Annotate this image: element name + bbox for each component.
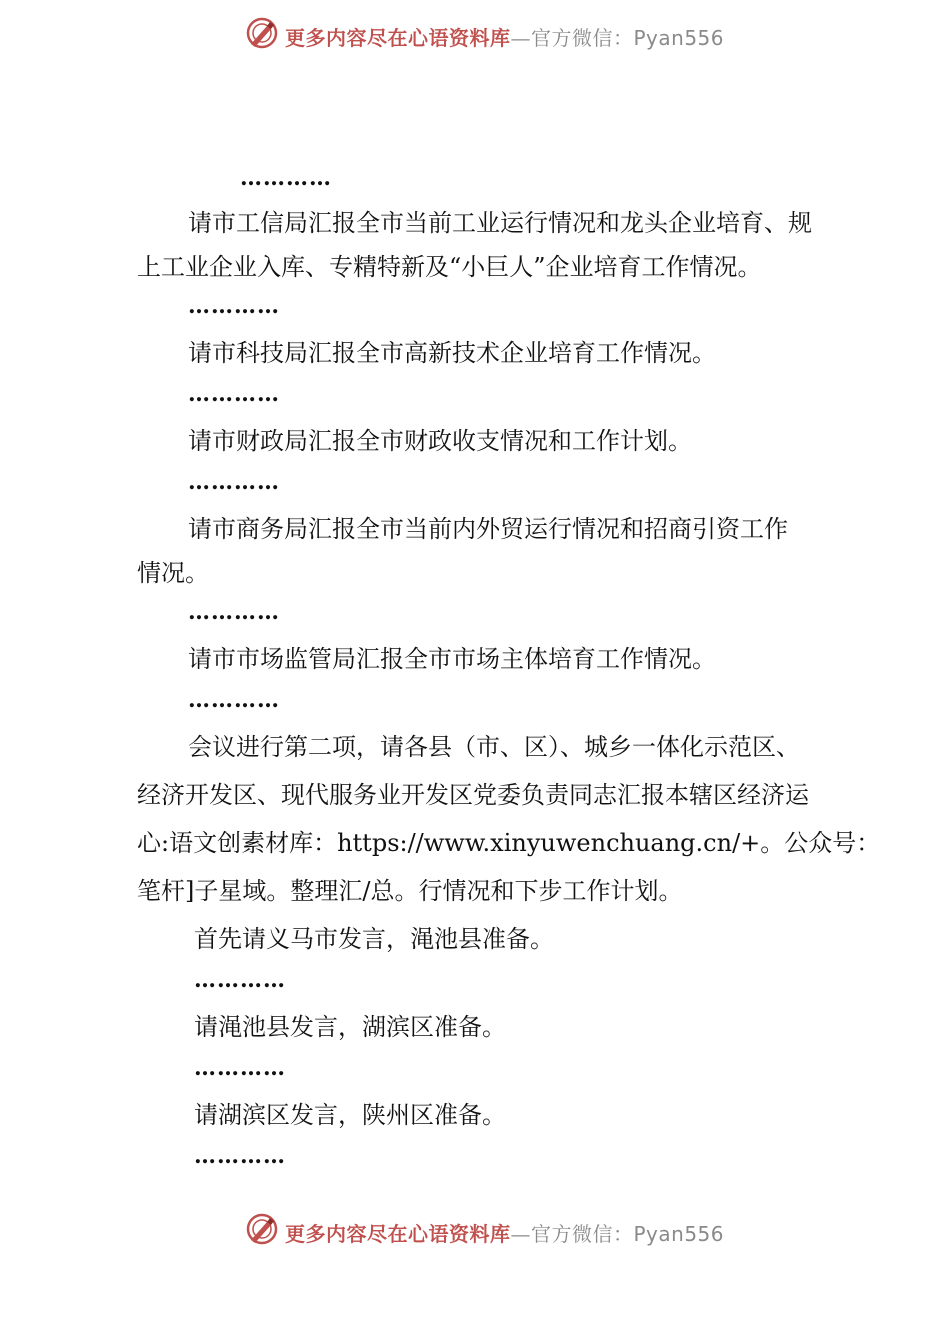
ellipsis-4: …………	[188, 469, 280, 495]
paragraph-1-line-1: 请市工信局汇报全市当前工业运行情况和龙头企业培育、规	[188, 209, 812, 237]
banner-tail-text: 官方微信：	[531, 26, 634, 50]
paragraph-4-line-1: 请市商务局汇报全市当前内外贸运行情况和招商引资工作	[188, 515, 788, 543]
ellipsis-7: …………	[194, 967, 286, 993]
banner-tail-text: 官方微信：	[531, 1222, 634, 1246]
paragraph-8-line-1: 请渑池县发言，湖滨区准备。	[194, 1013, 506, 1041]
ellipsis-9: …………	[194, 1143, 286, 1169]
ellipsis-8: …………	[194, 1055, 286, 1081]
pen-logo-icon	[245, 1212, 279, 1246]
banner-wechat-id: Pyan556	[633, 1222, 725, 1246]
ellipsis-3: …………	[188, 381, 280, 407]
paragraph-6-line-3: 心:语文创素材库：https://www.xinyuwenchuang.cn/+。公众号：	[137, 829, 881, 857]
banner-separator: —	[510, 1222, 531, 1246]
paragraph-6-line-2: 经济开发区、现代服务业开发区党委负责同志汇报本辖区经济运	[137, 781, 809, 809]
paragraph-4-line-2: 情况。	[137, 559, 209, 587]
paragraph-6-line-4: 笔杆]子星域。整理汇/总。行情况和下步工作计划。	[137, 877, 683, 905]
ellipsis-2: …………	[188, 293, 280, 319]
paragraph-7-line-1: 首先请义马市发言，渑池县准备。	[194, 925, 554, 953]
banner-main-text: 更多内容尽在心语资料库	[285, 26, 511, 50]
paragraph-1-line-2: 上工业企业入库、专精特新及“小巨人”企业培育工作情况。	[137, 253, 762, 281]
banner-text	[285, 1218, 724, 1247]
ellipsis-5: …………	[188, 599, 280, 625]
banner-separator: —	[510, 26, 531, 50]
paragraph-6-line-1: 会议进行第二项，请各县（市、区）、城乡一体化示范区、	[188, 733, 800, 761]
banner-main-text: 更多内容尽在心语资料库	[285, 1222, 511, 1246]
paragraph-9-line-1: 请湖滨区发言，陕州区准备。	[194, 1101, 506, 1129]
paragraph-5-line-1: 请市市场监管局汇报全市市场主体培育工作情况。	[188, 645, 716, 673]
ellipsis-1: …………	[240, 165, 332, 191]
paragraph-2-line-1: 请市科技局汇报全市高新技术企业培育工作情况。	[188, 339, 716, 367]
footer-banner	[0, 1210, 950, 1250]
banner-wechat-id: Pyan556	[633, 26, 725, 50]
ellipsis-6: …………	[188, 687, 280, 713]
paragraph-3-line-1: 请市财政局汇报全市财政收支情况和工作计划。	[188, 427, 692, 455]
